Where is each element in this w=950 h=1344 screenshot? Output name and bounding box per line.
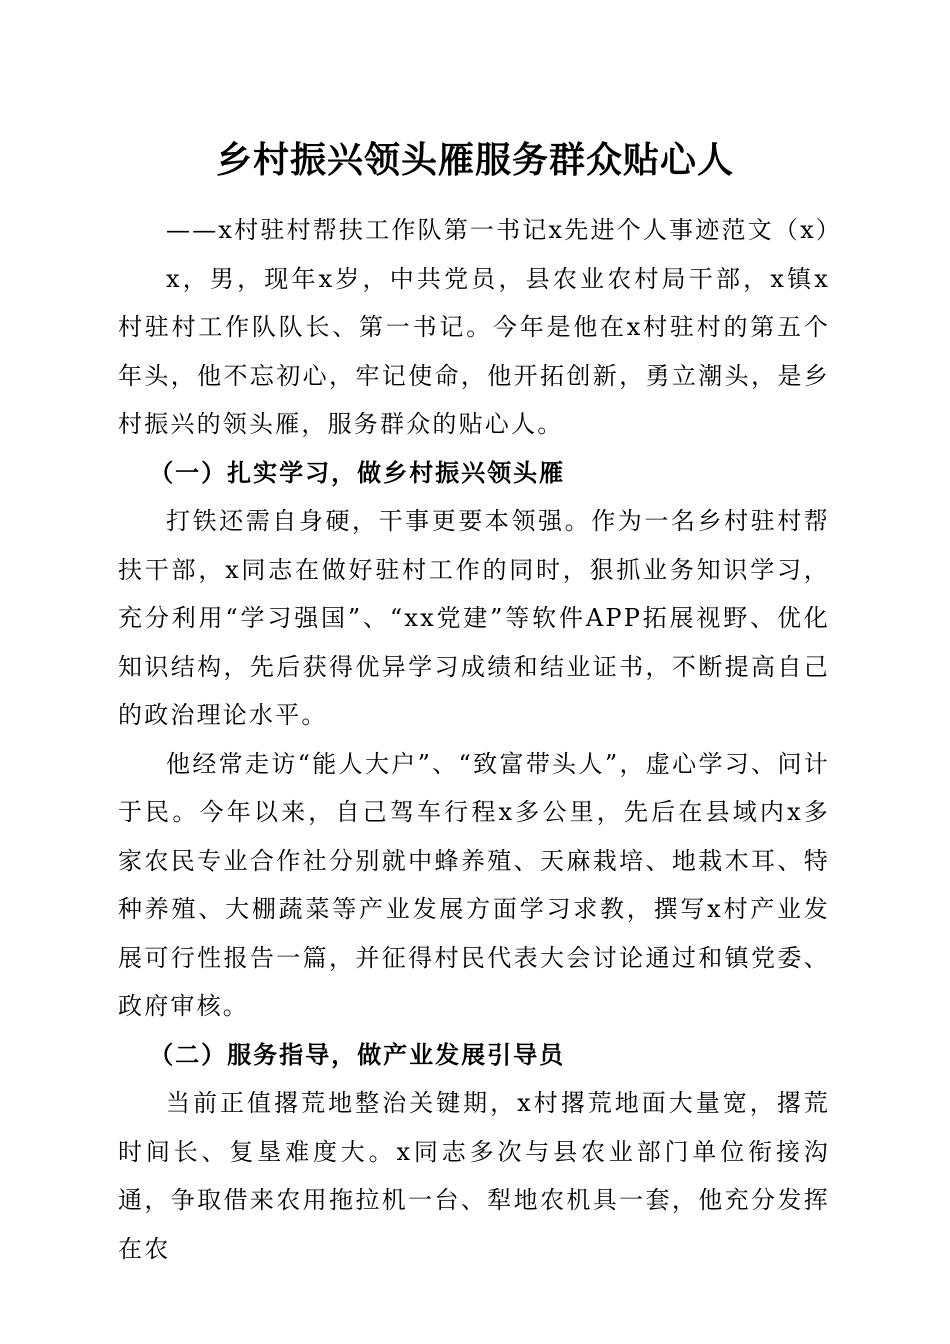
- intro-paragraph: x，男，现年x岁，中共党员，县农业农村局干部，x镇x村驻村工作队队长、第一书记。今年是他在x村驻村的第五个年头，他不忘初心，牢记使命，他开拓创新，勇立潮头，是乡村振兴的领头雁，服务群众的贴心人。: [118, 264, 830, 438]
- section-2-paragraph-1: 当前正值撂荒地整治关键期，x村撂荒地面大量宽，撂荒时间长、复垦难度大。x同志多次与县农业部门单位衔接沟通，争取借来农用拖拉机一台、犁地农机具一套，他充分发挥在农: [118, 1089, 830, 1263]
- section-1-paragraph-1: 打铁还需自身硬，干事更要本领强。作为一名乡村驻村帮扶干部，x同志在做好驻村工作的同时，狠抓业务知识学习，充分利用“学习强国”、“xx党建”等软件APP拓展视野、优化知识结构，先后获得优异学习成绩和结业证书，不断提高自己的政治理论水平。: [118, 507, 830, 729]
- document-subtitle: ——x村驻村帮扶工作队第一书记x先进个人事迹范文（x）: [166, 216, 843, 244]
- section-1-paragraph-2: 他经常走访“能人大户”、“致富带头人”，虚心学习、问计于民。今年以来，自己驾车行程x多公里，先后在县域内x多家农民专业合作社分别就中蜂养殖、天麻栽培、地栽木耳、特种养殖、大棚蔬菜等产业发展方面学习求教，撰写x村产业发展可行性报告一篇，并征得村民代表大会讨论通过和镇党委、政府审核。: [118, 749, 830, 1020]
- section-heading-2: （二）服务指导，做产业发展引导员: [149, 1040, 566, 1069]
- document-title: 乡村振兴领头雁服务群众贴心人: [215, 139, 734, 181]
- document-body: [118, 206, 843, 1273]
- section-heading-1: （一）扎实学习，做乡村振兴领头雁: [149, 458, 566, 487]
